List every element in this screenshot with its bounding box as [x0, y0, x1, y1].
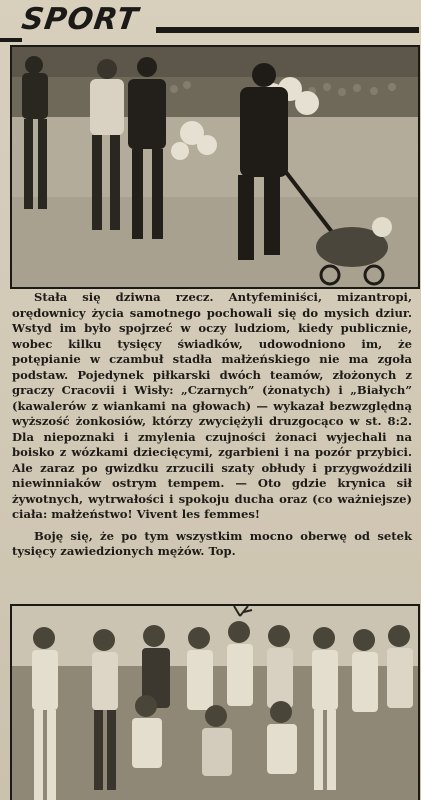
header-rule — [156, 27, 419, 33]
article-closing — [12, 529, 412, 560]
section-header — [0, 0, 421, 44]
photo-bottom-illustration — [12, 606, 418, 800]
closing-text: Boję się, że po tym wszystkim mocno oberwę od setek tysięcy zawiedzionych mężów. — [12, 528, 412, 558]
photo-top-illustration — [12, 47, 418, 287]
header-rule-left — [0, 38, 22, 42]
section-title: SPORT — [19, 2, 141, 37]
article-body: Stała się dziwna rzecz. Antyfeminiści, mizantropi, orędownicy życia samotnego pochowali się do mysich dziur. Wstyd im było spojrzeć w oczy ludziom, kiedy publicznie, wobec kilku tysięcy świadków, udowodniono im, że potępianie w czambuł stadła małżeńskiego nie ma zgoła podstaw. Pojedynek piłkarski dwóch teamów, złożonych z graczy Cracovii i Wisły: „Czarnych” (żonatych) i „Białych” (kawalerów z wiankami na głowach) — wykazał bezwzględną wyższość żonkosiów, którzy zwyciężyli druzgocąco w st. 8:2. Dla niepoznaki i zmylenia czujności żonaci wyjechali na boisko z wózkami dziecięcymi, zgarbieni i na pozór przybici. Ale zaraz po gwizdku zrzucili szaty obłudy i przygwoździli niewinniaków ostrym tempem. — Oto gdzie krynica sił żywotnych, wytrwałości i spokoju ducha oraz (co ważniejsze) ciała: małżeństwo! Vivent les femmes! — [12, 290, 412, 521]
photo-team-group — [10, 604, 420, 800]
article-signature: Top. — [208, 544, 236, 558]
article-text — [12, 290, 412, 600]
photo-match-players-with-prams — [10, 45, 420, 289]
